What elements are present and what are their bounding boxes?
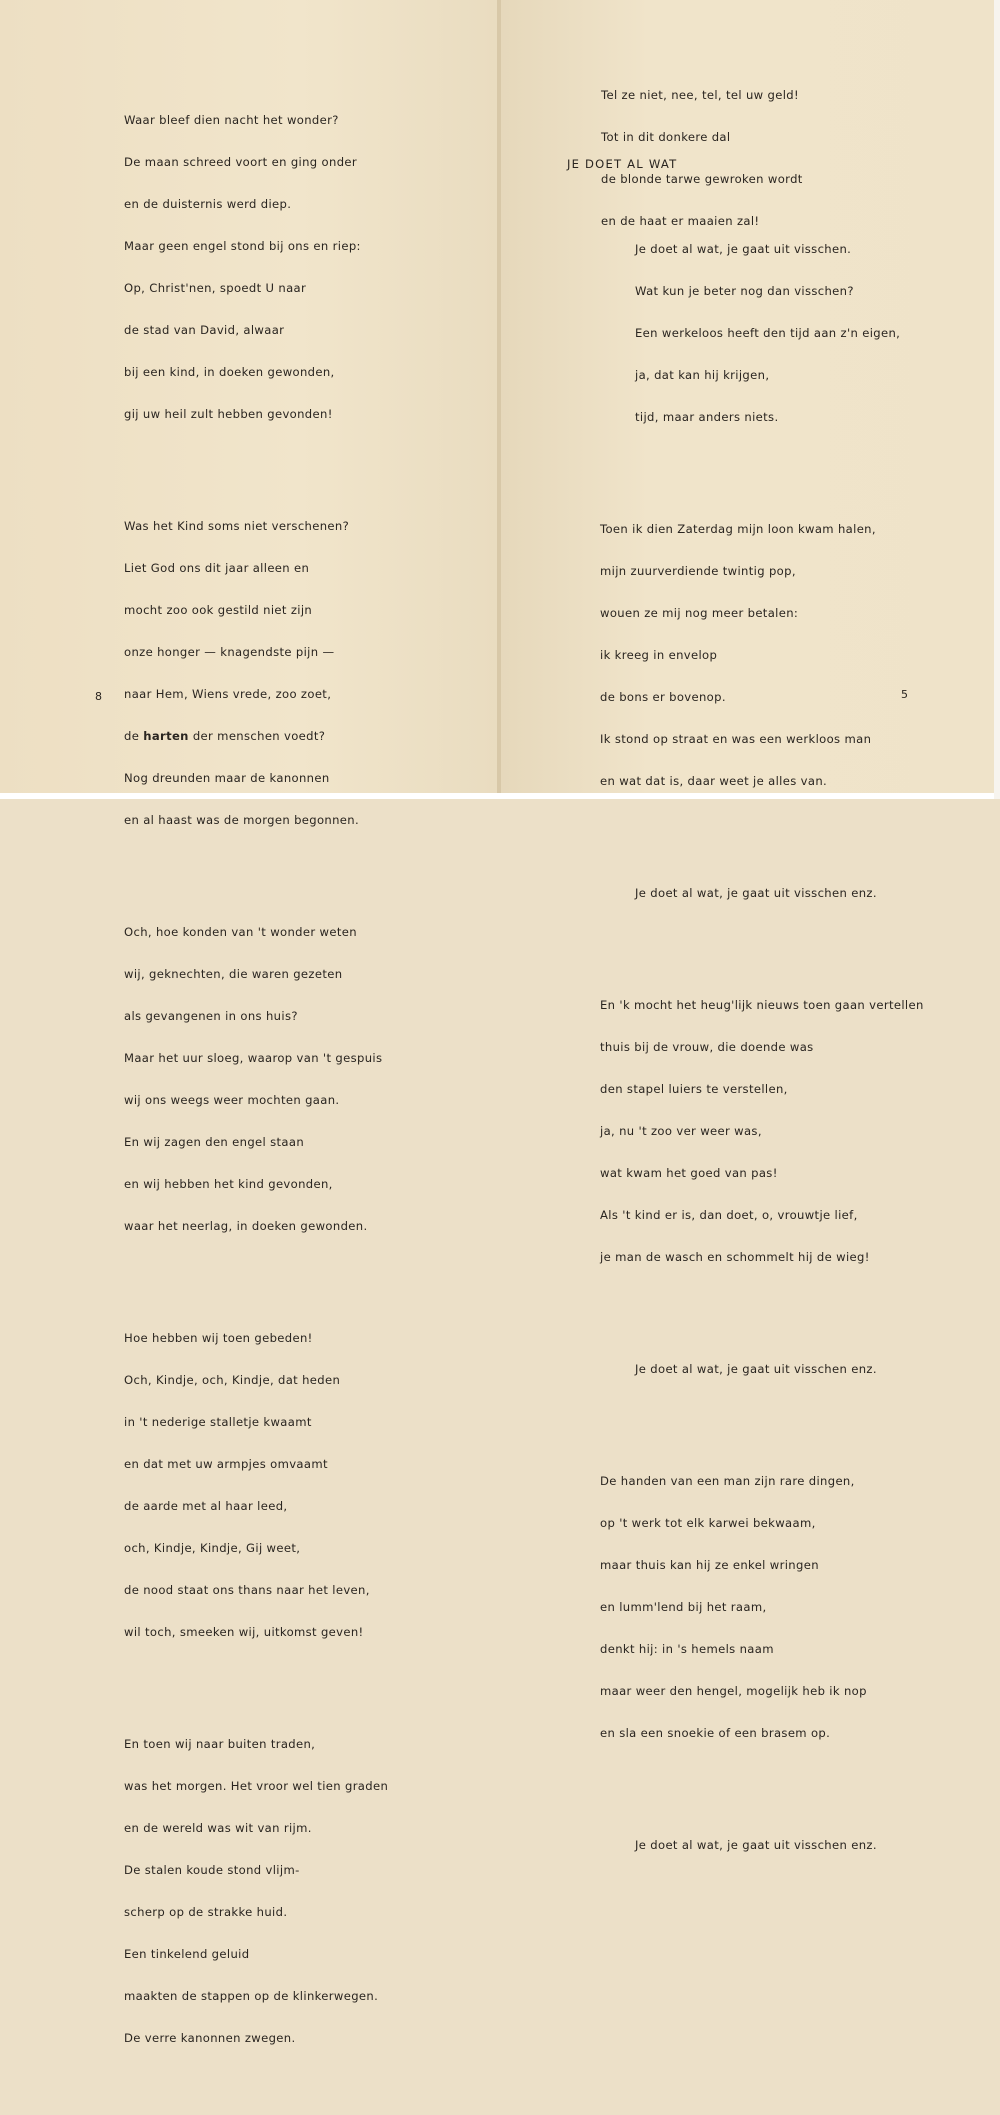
poem-line: en de duisternis werd diep.: [124, 197, 292, 211]
poem-line: Maar geen engel stond bij ons en riep:: [124, 239, 361, 253]
poem-stanza: [124, 897, 388, 1261]
poem-line: ik kreeg in envelop: [600, 648, 718, 662]
poem-line: tijd, maar anders niets.: [635, 410, 779, 424]
poem-line: als gevangenen in ons huis?: [124, 1009, 298, 1023]
poem-line: De stalen koude stond vlijm-: [124, 1863, 300, 1877]
scan-border-right: [994, 0, 1000, 799]
right-poem: [600, 186, 924, 1922]
poem-line: onze honger — knagendste pijn —: [124, 645, 335, 659]
poem-line: thuis bij de vrouw, die doende was: [600, 1040, 814, 1054]
poem-line: op 't werk tot elk karwei bekwaam,: [600, 1516, 816, 1530]
poem-line: och, Kindje, Kindje, Gij weet,: [124, 1541, 301, 1555]
poem-line: wij ons weegs weer mochten gaan.: [124, 1093, 340, 1107]
poem-line: scherp op de strakke huid.: [124, 1905, 288, 1919]
poem-line: de stad van David, alwaar: [124, 323, 285, 337]
poem-line: En toen wij naar buiten traden,: [124, 1737, 316, 1751]
page-gutter: [497, 0, 501, 799]
poem-line: maakten de stappen op de klinkerwegen.: [124, 1989, 379, 2003]
poem-line: en de wereld was wit van rijm.: [124, 1821, 312, 1835]
poem-line: Wat kun je beter nog dan visschen?: [635, 284, 854, 298]
poem-line: Ik stond op straat en was een werkloos man: [600, 732, 872, 746]
refrain: [600, 858, 924, 928]
poem-line: de nood staat ons thans naar het leven,: [124, 1583, 370, 1597]
poem-stanza: [600, 1446, 924, 1768]
poem-line: de harten der menschen voedt?: [124, 729, 326, 743]
poem-stanza: [124, 491, 388, 855]
left-poem: [124, 57, 388, 2115]
poem-line: ja, nu 't zoo ver weer was,: [600, 1124, 762, 1138]
poem-line: Hoe hebben wij toen gebeden!: [124, 1331, 313, 1345]
poem-line: wat kwam het goed van pas!: [600, 1166, 778, 1180]
poem-stanza: [124, 1303, 388, 1667]
poem-line: Je doet al wat, je gaat uit visschen.: [635, 242, 852, 256]
poem-title: JE DOET AL WAT: [567, 157, 678, 171]
poem-line: de aarde met al haar leed,: [124, 1499, 288, 1513]
poem-line: Tot in dit donkere dal: [601, 130, 731, 144]
poem-line: Tel ze niet, nee, tel, tel uw geld!: [601, 88, 799, 102]
poem-line: Waar bleef dien nacht het wonder?: [124, 113, 339, 127]
poem-line: en sla een snoekie of een brasem op.: [600, 1726, 831, 1740]
poem-line: De maan schreed voort en ging onder: [124, 155, 358, 169]
poem-line: Een tinkelend geluid: [124, 1947, 250, 1961]
refrain: [600, 1334, 924, 1404]
poem-line: Op, Christ'nen, spoedt U naar: [124, 281, 307, 295]
poem-line: Och, Kindje, och, Kindje, dat heden: [124, 1373, 341, 1387]
poem-line: den stapel luiers te verstellen,: [600, 1082, 788, 1096]
poem-line: en dat met uw armpjes omvaamt: [124, 1457, 328, 1471]
poem-stanza: [600, 494, 924, 816]
poem-line: Nog dreunden maar de kanonnen: [124, 771, 330, 785]
poem-line: Als 't kind er is, dan doet, o, vrouwtje lief,: [600, 1208, 858, 1222]
poem-line: Maar het uur sloeg, waarop van 't gespuis: [124, 1051, 383, 1065]
poem-line: ja, dat kan hij krijgen,: [635, 368, 770, 382]
poem-line: was het morgen. Het vroor wel tien graden: [124, 1779, 389, 1793]
poem-line: De verre kanonnen zwegen.: [124, 2031, 296, 2045]
poem-line: en al haast was de morgen begonnen.: [124, 813, 360, 827]
poem-line: Een werkeloos heeft den tijd aan z'n eigen,: [635, 326, 901, 340]
poem-line: Liet God ons dit jaar alleen en: [124, 561, 310, 575]
poem-line: naar Hem, Wiens vrede, zoo zoet,: [124, 687, 332, 701]
poem-line: En wij zagen den engel staan: [124, 1135, 305, 1149]
refrain-line: Je doet al wat, je gaat uit visschen enz.: [635, 1362, 877, 1376]
poem-stanza: [600, 214, 924, 452]
page-number-left: 8: [95, 690, 102, 703]
poem-line: De handen van een man zijn rare dingen,: [600, 1474, 855, 1488]
poem-line: En 'k mocht het heug'lijk nieuws toen gaan vertellen: [600, 998, 924, 1012]
poem-line: gij uw heil zult hebben gevonden!: [124, 407, 333, 421]
poem-line: je man de wasch en schommelt hij de wieg!: [600, 1250, 870, 1264]
poem-stanza: [124, 1709, 388, 2073]
poem-line: en wat dat is, daar weet je alles van.: [600, 774, 828, 788]
page-number-right: 5: [901, 688, 908, 701]
poem-line: wouen ze mij nog meer betalen:: [600, 606, 799, 620]
poem-line: en lumm'lend bij het raam,: [600, 1600, 767, 1614]
poem-line: de bons er bovenop.: [600, 690, 726, 704]
poem-line: en de haat er maaien zal!: [601, 214, 760, 228]
poem-line: de blonde tarwe gewroken wordt: [601, 172, 803, 186]
poem-line: wil toch, smeeken wij, uitkomst geven!: [124, 1625, 364, 1639]
poem-line: en wij hebben het kind gevonden,: [124, 1177, 333, 1191]
refrain-line: Je doet al wat, je gaat uit visschen enz.: [635, 886, 877, 900]
poem-line: denkt hij: in 's hemels naam: [600, 1642, 774, 1656]
poem-line: mijn zuurverdiende twintig pop,: [600, 564, 796, 578]
poem-stanza: [124, 85, 388, 449]
poem-line: in 't nederige stalletje kwaamt: [124, 1415, 312, 1429]
refrain: [600, 1810, 924, 1880]
poem-line: Toen ik dien Zaterdag mijn loon kwam halen,: [600, 522, 876, 536]
poem-line: bij een kind, in doeken gewonden,: [124, 365, 335, 379]
poem-line: maar thuis kan hij ze enkel wringen: [600, 1558, 819, 1572]
poem-line: Was het Kind soms niet verschenen?: [124, 519, 350, 533]
poem-line: mocht zoo ook gestild niet zijn: [124, 603, 313, 617]
refrain-line: Je doet al wat, je gaat uit visschen enz.: [635, 1838, 877, 1852]
poem-stanza: [600, 970, 924, 1292]
poem-line: Och, hoe konden van 't wonder weten: [124, 925, 357, 939]
poem-line: maar weer den hengel, mogelijk heb ik nop: [600, 1684, 867, 1698]
poem-line: waar het neerlag, in doeken gewonden.: [124, 1219, 368, 1233]
poem-line: wij, geknechten, die waren gezeten: [124, 967, 343, 981]
